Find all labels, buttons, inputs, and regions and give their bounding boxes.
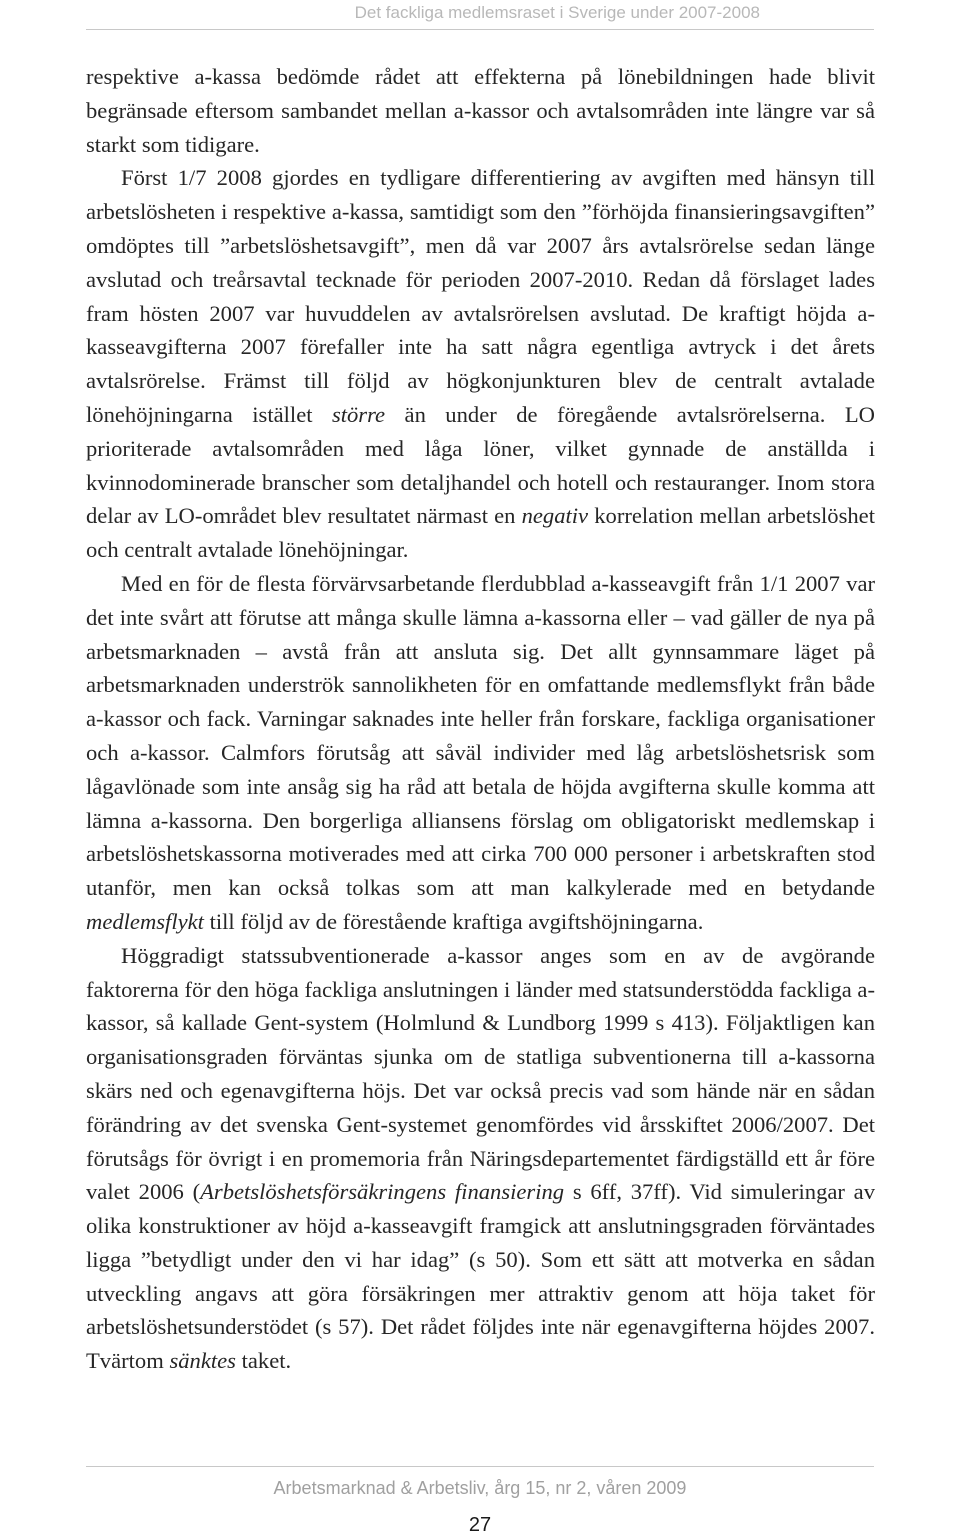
page-number: 27 — [468, 1514, 492, 1536]
paragraph-4-emphasis-2: sänktes — [169, 1348, 236, 1374]
paragraph-2 — [86, 161, 875, 567]
paragraph-1: respektive a-kassa bedömde rådet att effekterna på lönebildningen hade blivit begränsade eftersom sambandet mellan a-kassor och avtalsområden inte längre var så starkt som tidigare. — [86, 64, 875, 157]
journal-citation: Arbetsmarknad & Arbetsliv, årg 15, nr 2, våren 2009 — [273, 1478, 687, 1498]
paragraph-2-emphasis-1: större — [331, 401, 386, 427]
paragraph-4-text-1: Höggradigt statssubventionerade a-kassor anges som en av de avgörande faktorerna för den höga fackliga anslutningen i länder med statsunderstödda fackliga a-kassor, så kallade Gent-system (Holmlund & Lundborg 1999 s 413). Följaktligen kan organisationsgraden förväntas sjunka om de statliga subventionerna till a-kassorna skärs ned och egenavgifterna höjs. Det var också precis vad som hände när en sådan förändring av det svenska Gent-systemet genomfördes vid årsskiftet 2006/2007. Det förutsågs för övrigt i en promemoria från Näringsdepartementet färdigställd ett år före valet 2006 ( — [86, 942, 875, 1205]
running-header: Det fackliga medlemsraset i Sverige under 2007-2008 — [354, 3, 760, 22]
article-body — [86, 60, 875, 1378]
paragraph-4-text-2: s 6ff, 37ff). Vid simuleringar av olika konstruktioner av höjd a-kasseavgift framgick att anslutningsgraden förväntades ligga ”betydligt under den vi har idag” (s 50). Som ett sätt att motverka en sådan utveckling angavs att göra försäkringen mer attraktiv genom att höja taket för arbetslöshetsunderstödet (s 57). Det rådet följdes inte när egenavgifterna höjdes 2007. Tvärtom — [86, 1179, 875, 1374]
paragraph-4-text-3: taket. — [235, 1348, 292, 1374]
footer-divider — [86, 1466, 874, 1467]
paragraph-2-text-3: korrelation mellan arbetslöshet och centralt avtalade lönehöjningar. — [86, 503, 875, 563]
paragraph-4-emphasis-1: Arbetslöshetsförsäkringens finansiering — [200, 1179, 565, 1205]
paragraph-3-text-1: Med en för de flesta förvärvsarbetande flerdubblad a-kasseavgift från 1/1 2007 var det inte svårt att förutse att många skulle lämna a-kassorna eller – vad gäller de nya på arbetsmarknaden – avstå från att ansluta sig. Det allt gynnsammare läget på arbetsmarknaden underströk sannolikheten för en omfattande medlemsflykt från både a-kassor och fack. Varningar saknades inte heller från forskare, fackliga organisationer och a-kassor. Calmfors förutsåg att såväl individer med låg arbetslöshetsrisk som lågavlönade som inte ansåg sig ha råd att betala de höjda avgifterna skulle komma att lämna a-kassorna. Den borgerliga alliansens förslag om obligatoriskt medlemskap i arbetslöshetskassorna motiverades med att cirka 700 000 personer i arbetskraften stod utanför, men kan också tolkas som att man kalkylerade med en betydande — [86, 570, 875, 901]
paragraph-3-text-2: till följd av de förestående kraftiga avgiftshöjningarna. — [203, 908, 704, 934]
paragraph-3-emphasis-1: medlemsflykt — [86, 908, 204, 934]
header-divider — [86, 29, 874, 30]
paragraph-2-text-1: Först 1/7 2008 gjordes en tydligare differentiering av avgiften med hänsyn till arbetslösheten i respektive a-kassa, samtidigt som den ”förhöjda finansieringsavgiften” omdöptes till ”arbetslöshetsavgift”, men då var 2007 års avtalsrörelse sedan länge avslutad och treårsavtal tecknade för perioden 2007-2010. Redan då förslaget lades fram hösten 2007 var huvuddelen av avtalsrörelsen avslutad. De kraftigt höjda a-kasseavgifterna 2007 förefaller inte ha satt några egentliga avtryck i det årets avtalsrörelse. Främst till följd av högkonjunkturen blev de centralt avtalade lönehöjningarna istället — [86, 165, 875, 427]
paragraph-3 — [86, 567, 875, 939]
paragraph-2-emphasis-2: negativ — [521, 503, 589, 529]
paragraph-2-text-2: än under de föregående avtalsrörelserna. LO prioriterade avtalsområden med låga löner, vilket gynnade de anställda i kvinnodominerade branscher som detaljhandel och hotell och restauranger. Inom stora delar av LO-området blev resultatet närmast en — [86, 401, 875, 529]
paragraph-4 — [86, 939, 875, 1378]
